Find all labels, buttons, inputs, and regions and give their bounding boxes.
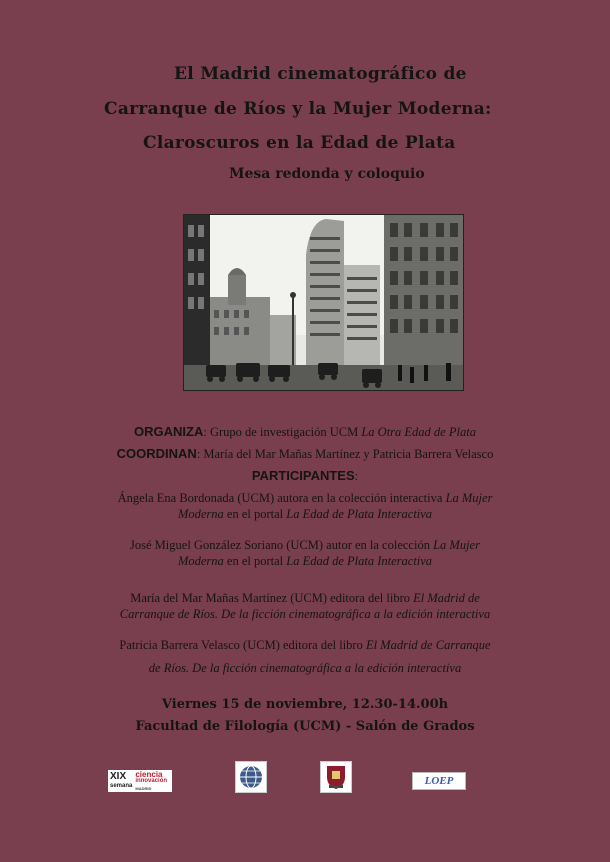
participant-2-portal-text: en el portal bbox=[223, 554, 287, 568]
organiza-group: La Otra Edad de Plata bbox=[361, 425, 476, 439]
title-line-3: Claroscuros en la Edad de Plata bbox=[143, 133, 456, 153]
participant-1-collection: La Mujer bbox=[445, 491, 493, 505]
participant-2-collection-cont: Moderna bbox=[177, 554, 224, 568]
participant-3-line-1 bbox=[0, 591, 610, 606]
loep-logo bbox=[412, 772, 466, 790]
coordinan-text: : María del Mar Mañas Martínez y Patricia Barrera Velasco bbox=[196, 447, 494, 461]
loep-logo-text: LOEP bbox=[424, 775, 454, 787]
coordinan-label: COORDINAN bbox=[116, 446, 197, 461]
participant-2-text: José Miguel González Soriano (UCM) autor en la colección bbox=[130, 538, 434, 552]
participant-4-line-2: de Ríos. De la ficción cinematográfica a la edición interactiva bbox=[148, 661, 462, 675]
participant-2-line-1 bbox=[0, 538, 610, 553]
semana-ciencia-logo bbox=[108, 770, 172, 792]
participant-3-text: María del Mar Mañas Martínez (UCM) editora del libro bbox=[130, 591, 414, 605]
participant-4-text: Patricia Barrera Velasco (UCM) editora del libro bbox=[119, 638, 366, 652]
title-line-2: Carranque de Ríos y la Mujer Moderna: bbox=[104, 99, 492, 119]
participant-4-line-1 bbox=[0, 638, 610, 653]
participant-1-text: Ángela Ena Bordonada (UCM) autora en la colección interactiva bbox=[117, 491, 446, 505]
event-place: Facultad de Filología (UCM) - Salón de Grados bbox=[135, 719, 475, 734]
logo-innovacion: innovación bbox=[135, 777, 168, 784]
participant-1-collection-cont: Moderna bbox=[177, 507, 224, 521]
participant-2-collection: La Mujer bbox=[433, 538, 480, 552]
logo-ciencia: ciencia bbox=[135, 769, 163, 779]
semana-ciencia-words bbox=[135, 771, 167, 792]
semana-ciencia-number bbox=[110, 772, 132, 790]
participantes-header bbox=[0, 468, 610, 484]
participant-1-line-2 bbox=[0, 507, 610, 522]
organiza-line bbox=[0, 424, 610, 440]
logo-semana: semana bbox=[110, 783, 133, 789]
participantes-label: PARTICIPANTES bbox=[251, 468, 355, 483]
ucm-shield-logo bbox=[320, 761, 352, 793]
participant-4-book: El Madrid de Carranque bbox=[365, 638, 491, 652]
participant-1-portal-text: en el portal bbox=[223, 507, 287, 521]
subtitle: Mesa redonda y coloquio bbox=[229, 166, 425, 182]
participant-3-book: El Madrid de bbox=[413, 591, 480, 605]
globe-icon bbox=[238, 764, 264, 790]
participantes-colon: : bbox=[354, 469, 359, 483]
participant-1-portal: La Edad de Plata Interactiva bbox=[286, 507, 433, 521]
participant-2-portal: La Edad de Plata Interactiva bbox=[286, 554, 433, 568]
organiza-text: : Grupo de investigación UCM bbox=[203, 425, 362, 439]
title-line-1: El Madrid cinematográfico de bbox=[174, 64, 467, 84]
participant-2-line-2 bbox=[0, 554, 610, 569]
organiza-label: ORGANIZA bbox=[134, 424, 204, 439]
coordinan-line bbox=[0, 446, 610, 462]
logo-xix: XIX bbox=[110, 771, 127, 782]
street-photo bbox=[183, 214, 464, 391]
participant-1-line-1 bbox=[0, 491, 610, 506]
globe-logo bbox=[235, 761, 267, 793]
logo-madrid: MADRID bbox=[135, 785, 152, 791]
street-photo-graphic bbox=[184, 215, 464, 391]
event-date: Viernes 15 de noviembre, 12.30-14.00h bbox=[161, 697, 449, 712]
ucm-shield-icon bbox=[324, 763, 348, 791]
participant-3-line-2: Carranque de Ríos. De la ficción cinematográfica a la edición interactiva bbox=[119, 607, 491, 621]
